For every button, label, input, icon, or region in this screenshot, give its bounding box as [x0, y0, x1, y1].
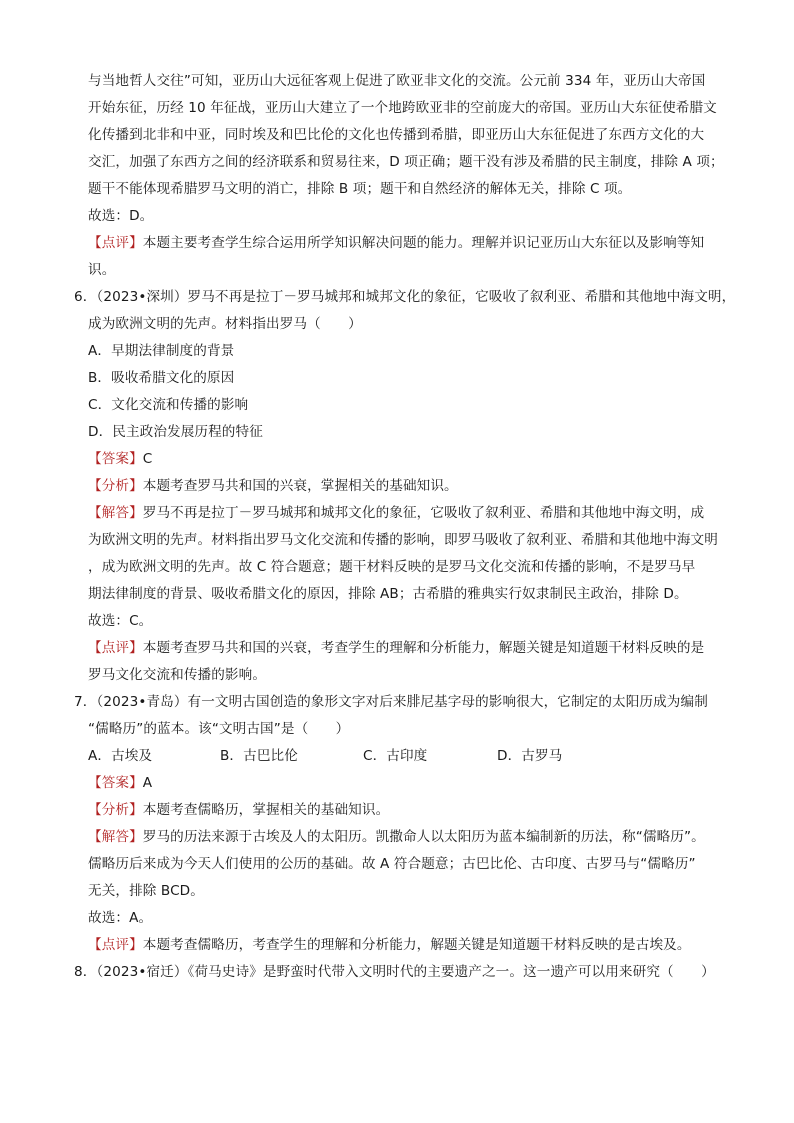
- q6-analysis: [88, 477, 458, 495]
- q6-solution-line-4: 期法律制度的背景、吸收希腊文化的原因，排除 AB；古希腊的雅典实行奴隶制民主政治，排除 D。: [88, 586, 688, 602]
- q7-solution-line-3: 无关，排除 BCD。: [88, 883, 204, 899]
- q7-stem-line-2: “儒略历”的蓝本。该“文明古国”是（ ）: [88, 721, 350, 737]
- q5-line-1: 与当地哲人交往”可知，亚历山大远征客观上促进了欧亚非文化的交流。公元前 334 年，亚历山大帝国: [88, 73, 706, 89]
- q6-solution-line-2: 为欧洲文明的先声。材料指出罗马文化交流和传播的影响，即罗马吸收了叙利亚、希腊和其他地中海文明: [88, 532, 718, 548]
- review-tag: 【点评】: [88, 235, 143, 251]
- solution-tag: 【解答】: [88, 505, 143, 521]
- q7-solution-line-1: [88, 828, 705, 846]
- answer-tag: 【答案】: [88, 451, 143, 467]
- answer-value: C: [142, 451, 153, 467]
- q5-review-line-2: 识。: [88, 262, 116, 278]
- q5-line-2: 开始东征，历经 10 年征战，亚历山大建立了一个地跨欧亚非的空前庞大的帝国。亚历山大东征使希腊文: [88, 100, 717, 116]
- q5-line-5: 题干不能体现希腊罗马文明的消亡，排除 B 项；题干和自然经济的解体无关，排除 C 项。: [88, 181, 632, 197]
- analysis-tag: 【分析】: [88, 478, 143, 494]
- q6-review-line-2: 罗马文化交流和传播的影响。: [88, 667, 267, 683]
- q7-analysis: [88, 801, 389, 819]
- answer-value: A: [142, 775, 153, 791]
- q6-option-a: A．早期法律制度的背景: [88, 343, 235, 359]
- q6-option-b: B．吸收希腊文化的原因: [88, 370, 235, 386]
- q7-option-a: A．古埃及: [88, 748, 153, 764]
- q5-review-line-1: [88, 234, 704, 252]
- q7-solution-line-2: 儒略历后来成为今天人们使用的公历的基础。故 A 符合题意；古巴比伦、古印度、古罗马与“儒略历”: [88, 856, 696, 872]
- q6-answer: [88, 450, 152, 468]
- solution-tag: 【解答】: [88, 829, 143, 845]
- q7-option-b: B．古巴比伦: [220, 748, 298, 764]
- analysis-text: 本题考查罗马共和国的兴衰，掌握相关的基础知识。: [142, 478, 458, 494]
- q6-stem-line-1: 6．（2023•深圳）罗马不再是拉丁－罗马城邦和城邦文化的象征，它吸收了叙利亚、希腊和其他地中海文明，: [74, 289, 736, 305]
- q6-option-d: D．民主政治发展历程的特征: [88, 424, 263, 440]
- q5-line-4: 交汇，加强了东西方之间的经济联系和贸易往来，D 项正确；题干没有涉及希腊的民主制度，排除 A 项；: [88, 154, 724, 170]
- q6-review-line-1: [88, 639, 704, 657]
- q7-option-c: C．古印度: [363, 748, 428, 764]
- q7-review: [88, 936, 691, 954]
- q5-line-3: 化传播到北非和中亚，同时埃及和巴比伦的文化也传播到希腊，即亚历山大东征促进了东西方文化的大: [88, 127, 705, 143]
- solution-text: 罗马不再是拉丁－罗马城邦和城邦文化的象征，它吸收了叙利亚、希腊和其他地中海文明，成: [142, 505, 705, 521]
- analysis-tag: 【分析】: [88, 802, 143, 818]
- review-text: 本题考查儒略历，考查学生的理解和分析能力，解题关键是知道题干材料反映的是古埃及。: [142, 937, 691, 953]
- review-text: 本题主要考查学生综合运用所学知识解决问题的能力。理解并识记亚历山大东征以及影响等知: [142, 235, 705, 251]
- solution-text: 罗马的历法来源于古埃及人的太阳历。凯撒命人以太阳历为蓝本编制新的历法，称“儒略历”。: [142, 829, 705, 845]
- q6-stem-line-2: 成为欧洲文明的先声。材料指出罗马（ ）: [88, 316, 362, 332]
- q7-option-d: D．古罗马: [497, 748, 563, 764]
- review-text: 本题考查罗马共和国的兴衰，考查学生的理解和分析能力，解题关键是知道题干材料反映的是: [142, 640, 705, 656]
- q5-choose: 故选：D。: [88, 208, 154, 224]
- q7-answer: [88, 774, 152, 792]
- answer-tag: 【答案】: [88, 775, 143, 791]
- q7-stem-line-1: 7．（2023•青岛）有一文明古国创造的象形文字对后来腓尼基字母的影响很大，它制定的太阳历成为编制: [74, 694, 708, 710]
- review-tag: 【点评】: [88, 640, 143, 656]
- q8-stem: 8．（2023•宿迁）《荷马史诗》是野蛮时代带入文明时代的主要遗产之一。这一遗产可以用来研究（ ）: [74, 964, 715, 980]
- q7-choose: 故选：A。: [88, 910, 153, 926]
- q6-option-c: C．文化交流和传播的影响: [88, 397, 249, 413]
- q6-solution-line-3: ，成为欧洲文明的先声。故 C 符合题意；题干材料反映的是罗马文化交流和传播的影响，不是罗马早: [88, 559, 696, 575]
- q6-choose: 故选：C。: [88, 613, 153, 629]
- analysis-text: 本题考查儒略历，掌握相关的基础知识。: [142, 802, 390, 818]
- q6-solution-line-1: [88, 504, 704, 522]
- review-tag: 【点评】: [88, 937, 143, 953]
